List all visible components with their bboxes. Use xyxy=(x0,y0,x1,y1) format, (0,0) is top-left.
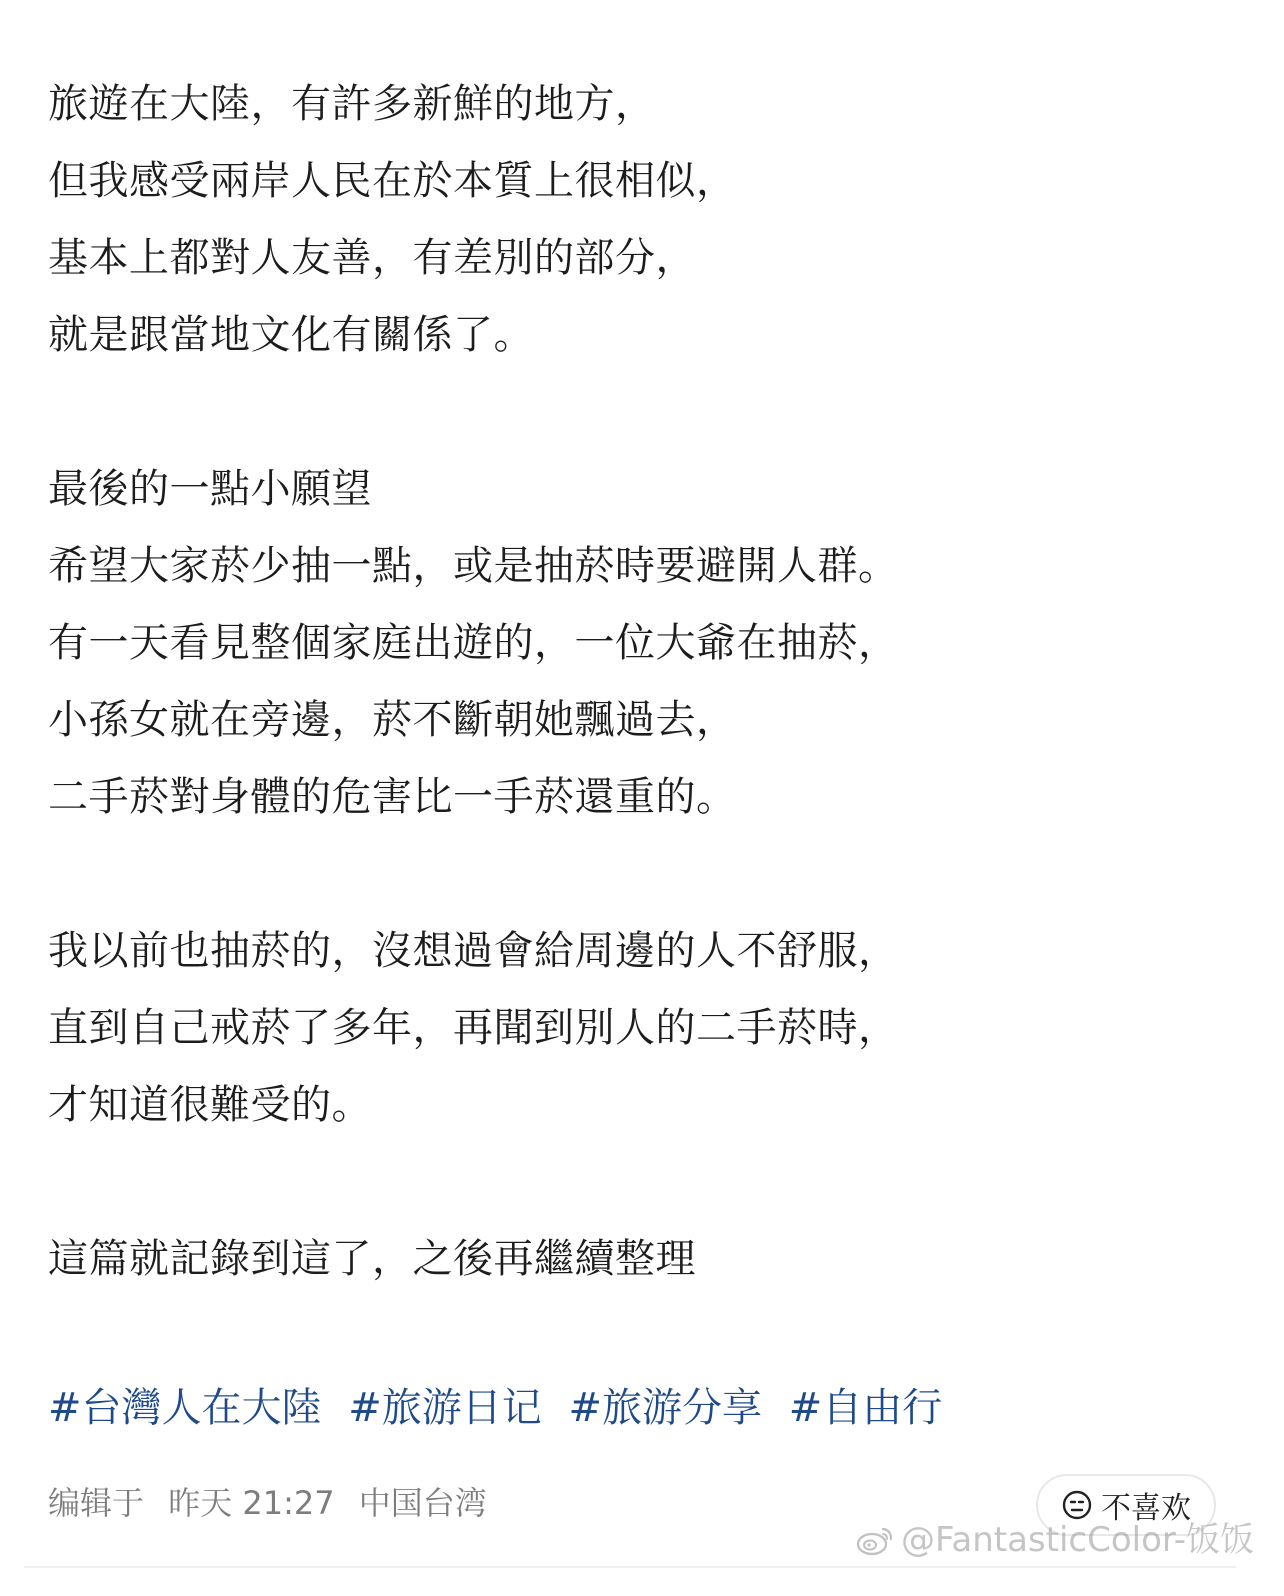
paragraph xyxy=(48,66,1248,374)
paragraph-line: 最後的一點小願望 xyxy=(48,466,372,512)
post-location: 中国台湾 xyxy=(358,1484,487,1522)
paragraph-line: 有一天看見整個家庭出遊的，一位大爺在抽菸， xyxy=(48,620,899,666)
post-body xyxy=(48,66,1248,1298)
watermark xyxy=(855,1512,1254,1568)
post-meta xyxy=(48,1475,487,1531)
paragraph-line: 旅遊在大陸，有許多新鮮的地方， xyxy=(48,81,656,127)
paragraph xyxy=(48,1221,1248,1298)
hashtag-link[interactable]: #台灣人在大陸 xyxy=(48,1385,322,1431)
paragraph-line: 基本上都對人友善，有差別的部分， xyxy=(48,235,696,281)
paragraph-line: 小孫女就在旁邊，菸不斷朝她飄過去， xyxy=(48,697,737,743)
paragraph-line: 這篇就記錄到這了，之後再繼續整理 xyxy=(48,1236,696,1282)
paragraph xyxy=(48,451,1248,836)
edited-label: 编辑于 xyxy=(48,1484,145,1522)
hashtag-link[interactable]: #自由行 xyxy=(788,1385,943,1431)
dislike-label: 不喜欢 xyxy=(1101,1491,1191,1526)
paragraph-line: 但我感受兩岸人民在於本質上很相似， xyxy=(48,158,737,204)
paragraph xyxy=(48,913,1248,1144)
hashtag-list xyxy=(48,1370,956,1447)
divider xyxy=(24,1566,1236,1568)
edited-time: 昨天 21:27 xyxy=(168,1484,335,1522)
paragraph-line: 就是跟當地文化有關係了。 xyxy=(48,312,534,358)
watermark-text: @FantasticColor-饭饭 xyxy=(900,1520,1254,1560)
paragraph-line: 直到自己戒菸了多年，再聞到別人的二手菸時， xyxy=(48,1005,899,1051)
paragraph-line: 我以前也抽菸的，沒想過會給周邊的人不舒服， xyxy=(48,928,899,974)
hashtag-link[interactable]: #旅游分享 xyxy=(568,1385,762,1431)
paragraph-line: 才知道很難受的。 xyxy=(48,1082,372,1128)
paragraph-line: 二手菸對身體的危害比一手菸還重的。 xyxy=(48,774,737,820)
hashtag-link[interactable]: #旅游日记 xyxy=(348,1385,542,1431)
paragraph-line: 希望大家菸少抽一點，或是抽菸時要避開人群。 xyxy=(48,543,899,589)
weibo-logo-icon xyxy=(855,1523,895,1557)
